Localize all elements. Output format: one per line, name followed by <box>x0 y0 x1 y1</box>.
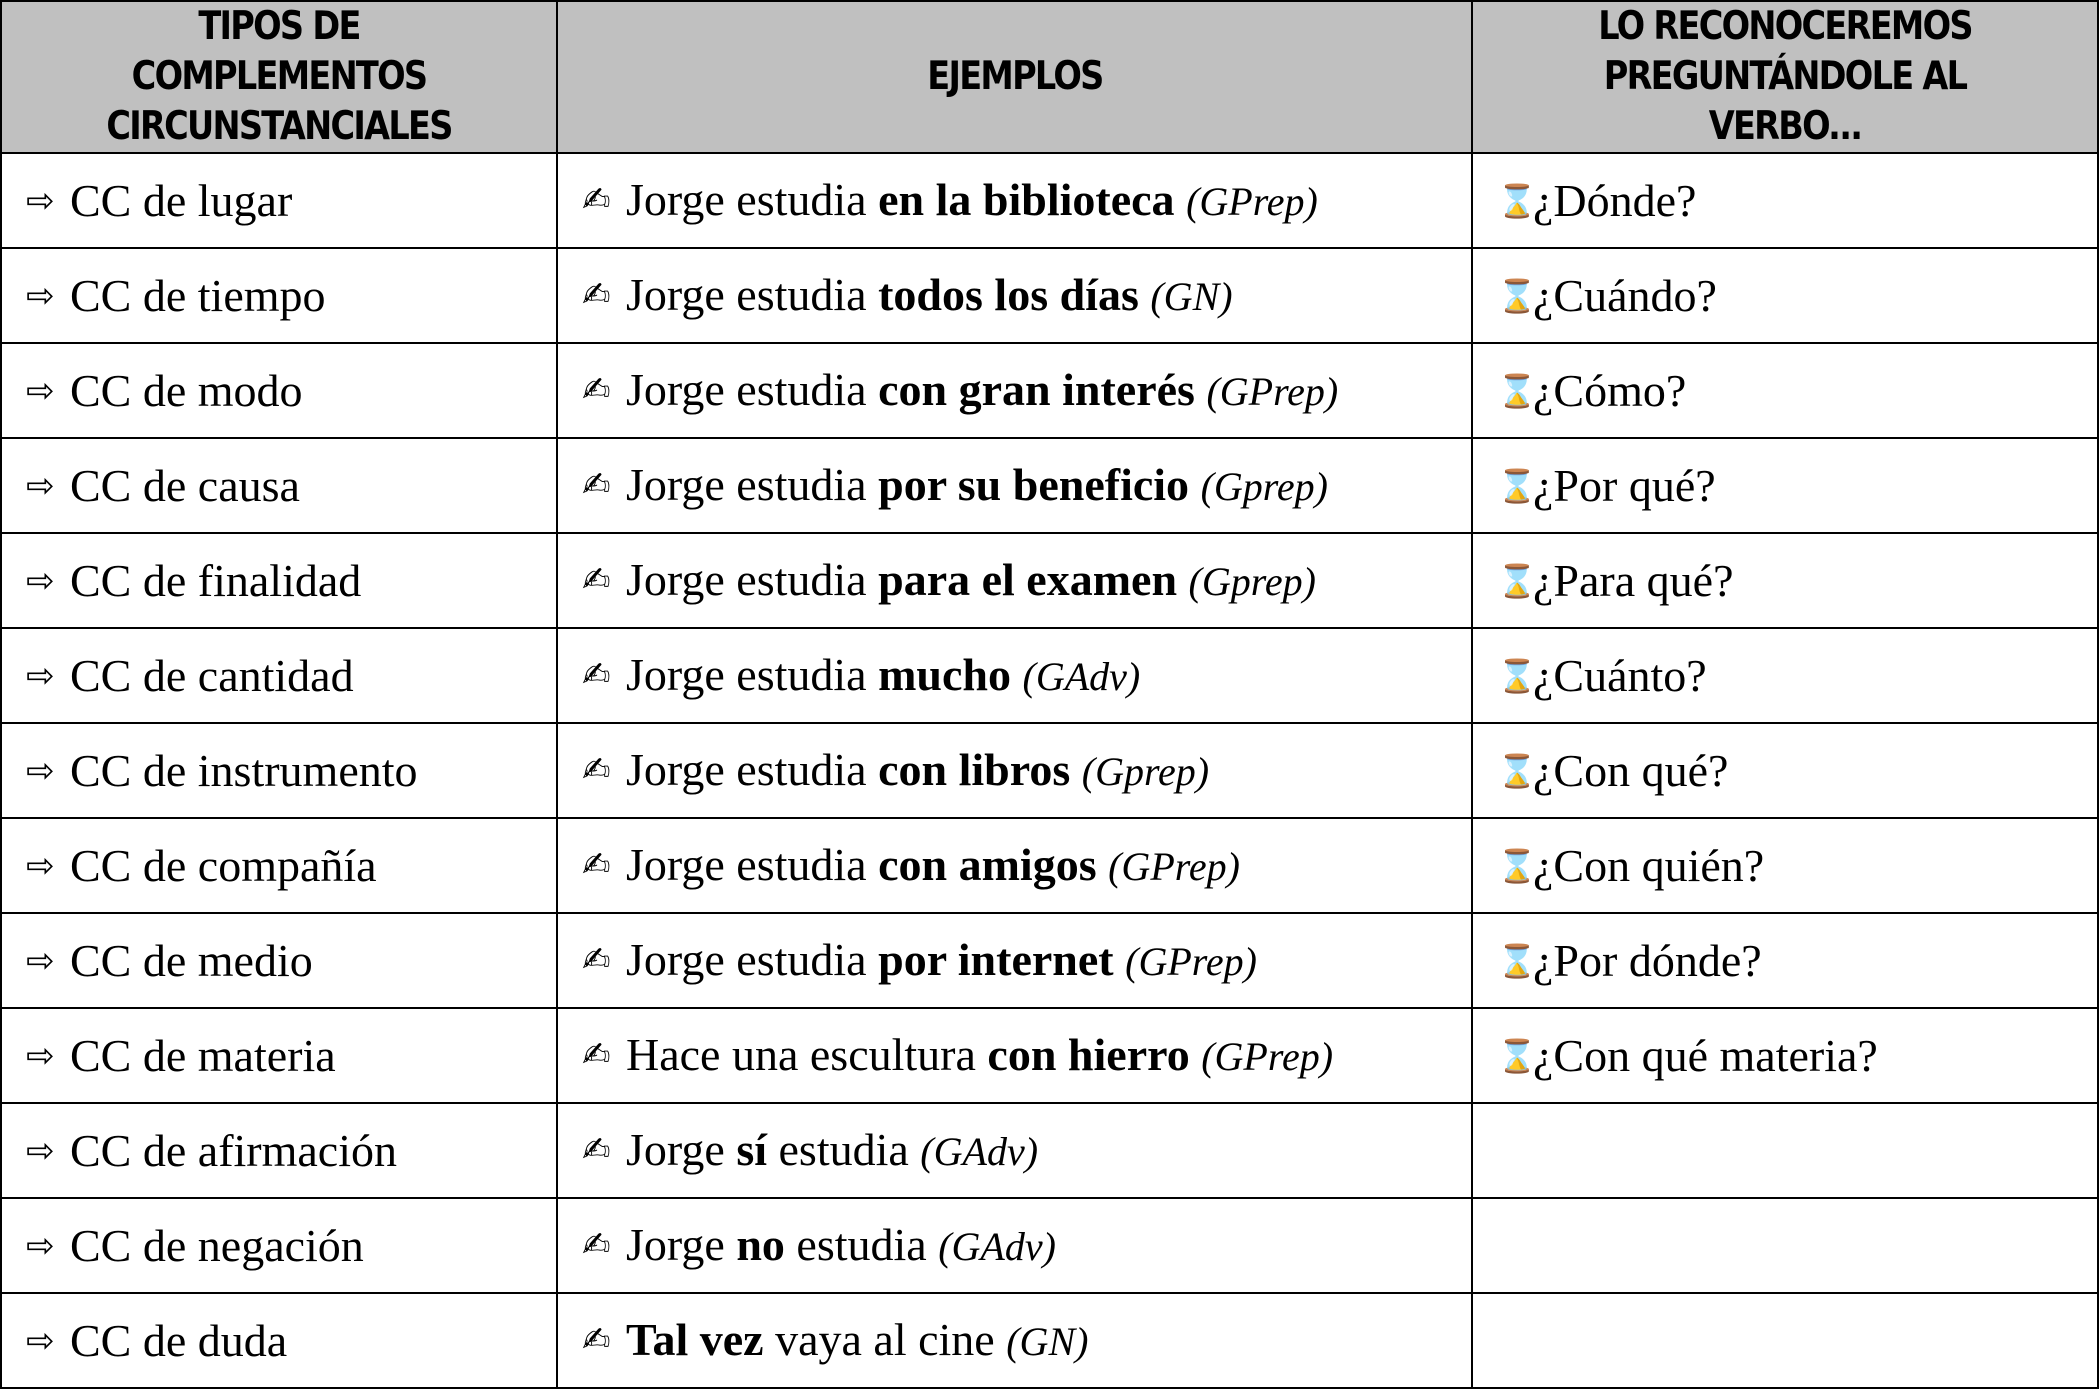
example-cell <box>557 1198 1472 1293</box>
example-cell <box>557 1293 1472 1388</box>
question-text: ¿Cuándo? <box>1533 269 1717 321</box>
example-text: Hace una escultura <box>626 1028 988 1080</box>
hourglass-icon: ⌛ <box>1497 181 1537 220</box>
question-text: ¿Con quién? <box>1533 839 1765 891</box>
cc-type-cell <box>1 818 557 913</box>
example-text: Jorge <box>626 1218 737 1270</box>
cc-type-cell <box>1 1293 557 1388</box>
example-text: Jorge estudia <box>626 173 879 225</box>
example-group-tag: (Gprep) <box>1081 748 1210 794</box>
hourglass-icon: ⌛ <box>1497 846 1537 885</box>
question-cell <box>1472 1008 2098 1103</box>
example-cell <box>557 153 1472 248</box>
example-group-tag: (GN) <box>1006 1318 1089 1364</box>
table-row <box>1 343 2098 438</box>
example-complement: en la biblioteca <box>878 173 1175 225</box>
table-row <box>1 1198 2098 1293</box>
arrow-right-icon: ⇨ <box>26 750 55 791</box>
question-text: ¿Cómo? <box>1533 364 1687 416</box>
example-cell <box>557 248 1472 343</box>
arrow-right-icon: ⇨ <box>26 1320 55 1361</box>
hourglass-icon: ⌛ <box>1497 561 1537 600</box>
arrow-right-icon: ⇨ <box>26 180 55 221</box>
example-complement: no <box>736 1218 785 1270</box>
cc-type-label: CC de compañía <box>70 839 377 891</box>
example-text: Jorge estudia <box>626 268 879 320</box>
example-text: Jorge estudia <box>626 363 879 415</box>
question-text: ¿Cuánto? <box>1533 649 1707 701</box>
example-complement: por su beneficio <box>878 458 1190 510</box>
table-row <box>1 818 2098 913</box>
arrow-right-icon: ⇨ <box>26 1225 55 1266</box>
example-text: Jorge estudia <box>626 933 879 985</box>
cc-type-label: CC de negación <box>70 1219 364 1271</box>
arrow-right-icon: ⇨ <box>26 655 55 696</box>
question-cell <box>1472 343 2098 438</box>
cc-type-label: CC de tiempo <box>70 269 326 321</box>
cc-type-cell <box>1 628 557 723</box>
example-group-tag: (GAdv) <box>920 1128 1039 1174</box>
example-cell <box>557 438 1472 533</box>
writing-hand-icon: ✍ <box>582 559 611 600</box>
example-complement: con hierro <box>987 1028 1190 1080</box>
table-row <box>1 248 2098 343</box>
example-group-tag: (GPrep) <box>1125 938 1257 984</box>
writing-hand-icon: ✍ <box>582 939 611 980</box>
example-cell <box>557 723 1472 818</box>
question-cell <box>1472 438 2098 533</box>
arrow-right-icon: ⇨ <box>26 370 55 411</box>
arrow-right-icon: ⇨ <box>26 465 55 506</box>
cc-type-label: CC de duda <box>70 1314 288 1366</box>
example-group-tag: (Gprep) <box>1200 463 1328 509</box>
question-cell <box>1472 533 2098 628</box>
cc-type-cell <box>1 438 557 533</box>
table-row <box>1 153 2098 248</box>
cc-type-cell <box>1 533 557 628</box>
example-text: Jorge <box>626 1123 737 1175</box>
example-complement: con libros <box>878 743 1071 795</box>
example-text: Jorge estudia <box>626 743 879 795</box>
question-cell <box>1472 1103 2098 1198</box>
cc-type-cell <box>1 248 557 343</box>
table-row <box>1 723 2098 818</box>
cc-type-cell <box>1 1103 557 1198</box>
header-row <box>1 1 2098 153</box>
example-group-tag: (GPrep) <box>1201 1033 1334 1079</box>
header-pregunta: LO RECONOCEREMOS PREGUNTÁNDOLE AL VERBO... <box>1472 1 2098 153</box>
writing-hand-icon: ✍ <box>582 749 611 790</box>
question-cell <box>1472 628 2098 723</box>
example-group-tag: (GPrep) <box>1206 368 1339 414</box>
writing-hand-icon: ✍ <box>582 1224 611 1265</box>
example-complement: todos los días <box>878 268 1139 320</box>
example-complement: con gran interés <box>878 363 1195 415</box>
hourglass-icon: ⌛ <box>1497 276 1537 315</box>
arrow-right-icon: ⇨ <box>26 275 55 316</box>
hourglass-icon: ⌛ <box>1497 371 1537 410</box>
table-body <box>1 153 2098 1388</box>
arrow-right-icon: ⇨ <box>26 1035 55 1076</box>
example-text: Jorge estudia <box>626 838 879 890</box>
cc-type-label: CC de materia <box>70 1029 336 1081</box>
writing-hand-icon: ✍ <box>582 844 611 885</box>
example-group-tag: (GPrep) <box>1108 843 1240 889</box>
example-cell <box>557 1103 1472 1198</box>
arrow-right-icon: ⇨ <box>26 940 55 981</box>
writing-hand-icon: ✍ <box>582 179 611 220</box>
cc-type-cell <box>1 153 557 248</box>
example-cell <box>557 818 1472 913</box>
writing-hand-icon: ✍ <box>582 274 611 315</box>
example-text-after: vaya al cine <box>763 1313 995 1365</box>
hourglass-icon: ⌛ <box>1497 1036 1537 1075</box>
question-cell <box>1472 723 2098 818</box>
question-cell <box>1472 1198 2098 1293</box>
example-complement: para el examen <box>878 553 1178 605</box>
cc-type-label: CC de finalidad <box>70 554 362 606</box>
table-row <box>1 1293 2098 1388</box>
example-cell <box>557 533 1472 628</box>
table-row <box>1 913 2098 1008</box>
table-row <box>1 533 2098 628</box>
example-complement: Tal vez <box>626 1313 764 1365</box>
question-text: ¿Con qué materia? <box>1533 1029 1878 1081</box>
cc-type-label: CC de instrumento <box>70 744 418 796</box>
example-cell <box>557 628 1472 723</box>
question-cell <box>1472 1293 2098 1388</box>
example-text-after: estudia <box>784 1218 927 1270</box>
example-complement: por internet <box>878 933 1114 985</box>
example-group-tag: (GAdv) <box>1022 653 1141 699</box>
header-tipos: TIPOS DE COMPLEMENTOS CIRCUNSTANCIALES <box>1 1 557 153</box>
cc-type-cell <box>1 1198 557 1293</box>
cc-type-label: CC de modo <box>70 364 303 416</box>
cc-type-cell <box>1 343 557 438</box>
hourglass-icon: ⌛ <box>1497 751 1537 790</box>
table-row <box>1 628 2098 723</box>
example-complement: mucho <box>878 648 1012 700</box>
cc-type-label: CC de afirmación <box>70 1124 398 1176</box>
arrow-right-icon: ⇨ <box>26 560 55 601</box>
question-cell <box>1472 913 2098 1008</box>
question-text: ¿Dónde? <box>1533 174 1697 226</box>
writing-hand-icon: ✍ <box>582 654 611 695</box>
cc-type-cell <box>1 913 557 1008</box>
question-text: ¿Por qué? <box>1533 459 1716 511</box>
hourglass-icon: ⌛ <box>1497 656 1537 695</box>
question-text: ¿Con qué? <box>1533 744 1729 796</box>
example-text-after: estudia <box>767 1123 909 1175</box>
header-ejemplos: EJEMPLOS <box>557 1 1472 153</box>
writing-hand-icon: ✍ <box>582 1129 611 1170</box>
question-text: ¿Para qué? <box>1533 554 1734 606</box>
writing-hand-icon: ✍ <box>582 1319 611 1360</box>
hourglass-icon: ⌛ <box>1497 466 1537 505</box>
example-cell <box>557 343 1472 438</box>
cc-type-cell <box>1 723 557 818</box>
example-text: Jorge estudia <box>626 648 879 700</box>
example-text: Jorge estudia <box>626 458 879 510</box>
example-group-tag: (Gprep) <box>1188 558 1316 604</box>
example-group-tag: (GPrep) <box>1186 178 1318 224</box>
table-row <box>1 1008 2098 1103</box>
question-cell <box>1472 248 2098 343</box>
cc-type-label: CC de cantidad <box>70 649 354 701</box>
example-cell <box>557 1008 1472 1103</box>
arrow-right-icon: ⇨ <box>26 1130 55 1171</box>
example-group-tag: (GAdv) <box>938 1223 1056 1269</box>
cc-type-cell <box>1 1008 557 1103</box>
writing-hand-icon: ✍ <box>582 369 611 410</box>
writing-hand-icon: ✍ <box>582 464 611 505</box>
example-complement: con amigos <box>878 838 1097 890</box>
cc-type-label: CC de medio <box>70 934 313 986</box>
cc-type-label: CC de lugar <box>70 174 293 226</box>
table-row <box>1 438 2098 533</box>
table-row <box>1 1103 2098 1198</box>
example-group-tag: (GN) <box>1150 273 1233 319</box>
arrow-right-icon: ⇨ <box>26 845 55 886</box>
question-cell <box>1472 818 2098 913</box>
question-text: ¿Por dónde? <box>1533 934 1762 986</box>
hourglass-icon: ⌛ <box>1497 941 1537 980</box>
question-cell <box>1472 153 2098 248</box>
example-text: Jorge estudia <box>626 553 879 605</box>
example-complement: sí <box>736 1123 767 1175</box>
cc-type-label: CC de causa <box>70 459 300 511</box>
writing-hand-icon: ✍ <box>582 1034 611 1075</box>
example-cell <box>557 913 1472 1008</box>
